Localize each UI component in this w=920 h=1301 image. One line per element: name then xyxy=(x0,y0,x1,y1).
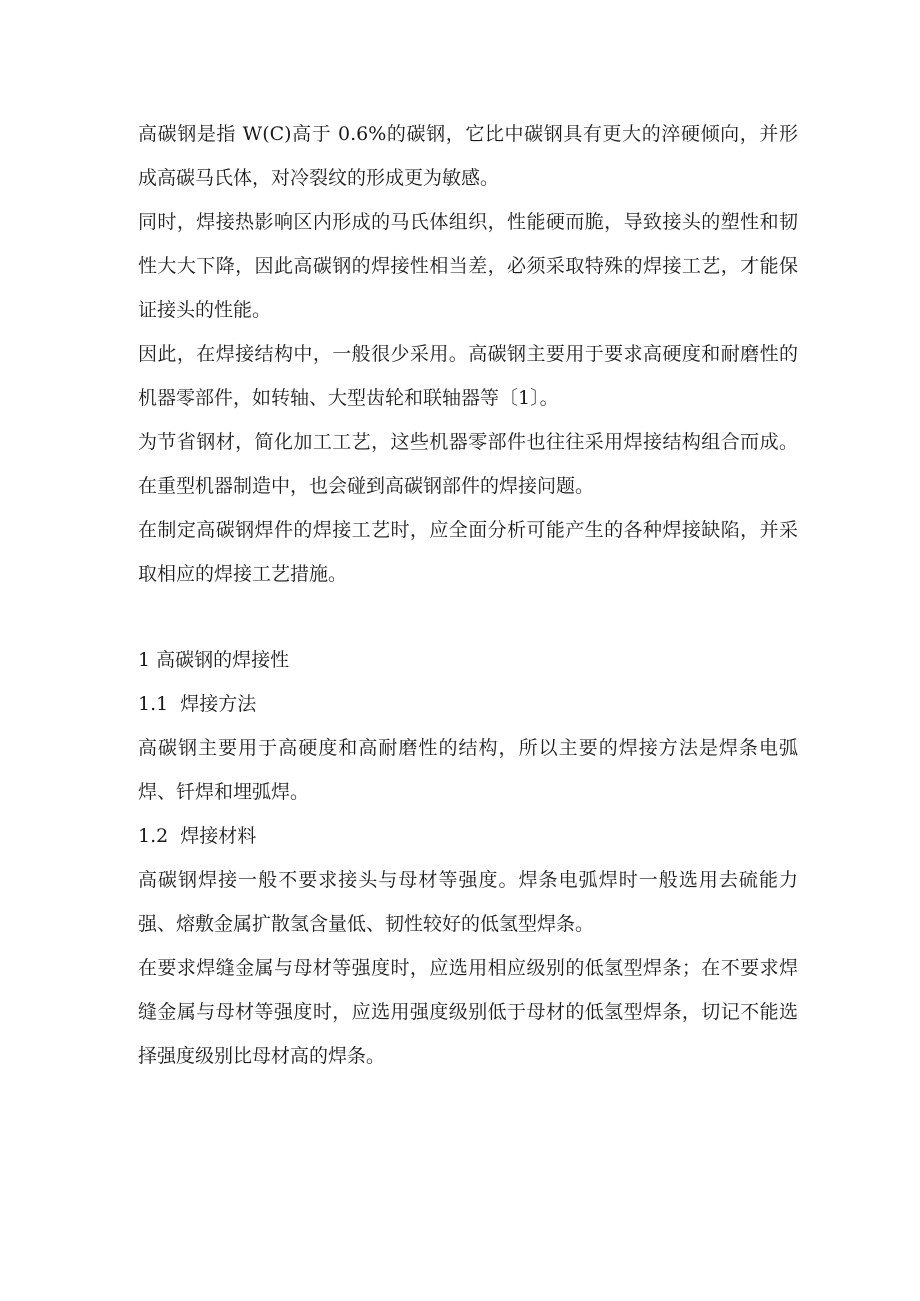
intro-paragraph-5: 在制定高碳钢焊件的焊接工艺时，应全面分析可能产生的各种焊接缺陷，并采取相应的焊接工艺措施。 xyxy=(138,519,798,585)
section-heading-1: 1 高碳钢的焊接性 xyxy=(138,649,290,671)
subsection-1-1-paragraph-1: 高碳钢主要用于高硬度和高耐磨性的结构，所以主要的焊接方法是焊条电弧焊、钎焊和埋弧焊。 xyxy=(138,737,798,803)
subsection-heading-1-1: 1.1 焊接方法 xyxy=(138,693,257,715)
intro-paragraph-4: 为节省钢材，简化加工工艺，这些机器零部件也往往采用焊接结构组合而成。在重型机器制造中，也会碰到高碳钢部件的焊接问题。 xyxy=(138,431,798,497)
subsection-1-2-paragraph-2: 在要求焊缝金属与母材等强度时，应选用相应级别的低氢型焊条；在不要求焊缝金属与母材等强度时，应选用强度级别低于母材的低氢型焊条，切记不能选择强度级别比母材高的焊条。 xyxy=(138,957,798,1067)
subsection-heading-1-2: 1.2 焊接材料 xyxy=(138,825,257,847)
intro-paragraph-2: 同时，焊接热影响区内形成的马氏体组织，性能硬而脆，导致接头的塑性和韧性大大下降，因此高碳钢的焊接性相当差，必须采取特殊的焊接工艺，才能保证接头的性能。 xyxy=(138,211,798,321)
document-body xyxy=(138,112,798,1078)
subsection-1-2-paragraph-1: 高碳钢焊接一般不要求接头与母材等强度。焊条电弧焊时一般选用去硫能力强、熔敷金属扩散氢含量低、韧性较好的低氢型焊条。 xyxy=(138,869,798,935)
intro-paragraph-1: 高碳钢是指 W(C)高于 0.6%的碳钢，它比中碳钢具有更大的淬硬倾向，并形成高碳马氏体，对冷裂纹的形成更为敏感。 xyxy=(138,123,798,189)
intro-paragraph-3: 因此，在焊接结构中，一般很少采用。高碳钢主要用于要求高硬度和耐磨性的机器零部件，如转轴、大型齿轮和联轴器等〔1〕。 xyxy=(138,343,798,409)
section-spacer xyxy=(138,596,798,638)
